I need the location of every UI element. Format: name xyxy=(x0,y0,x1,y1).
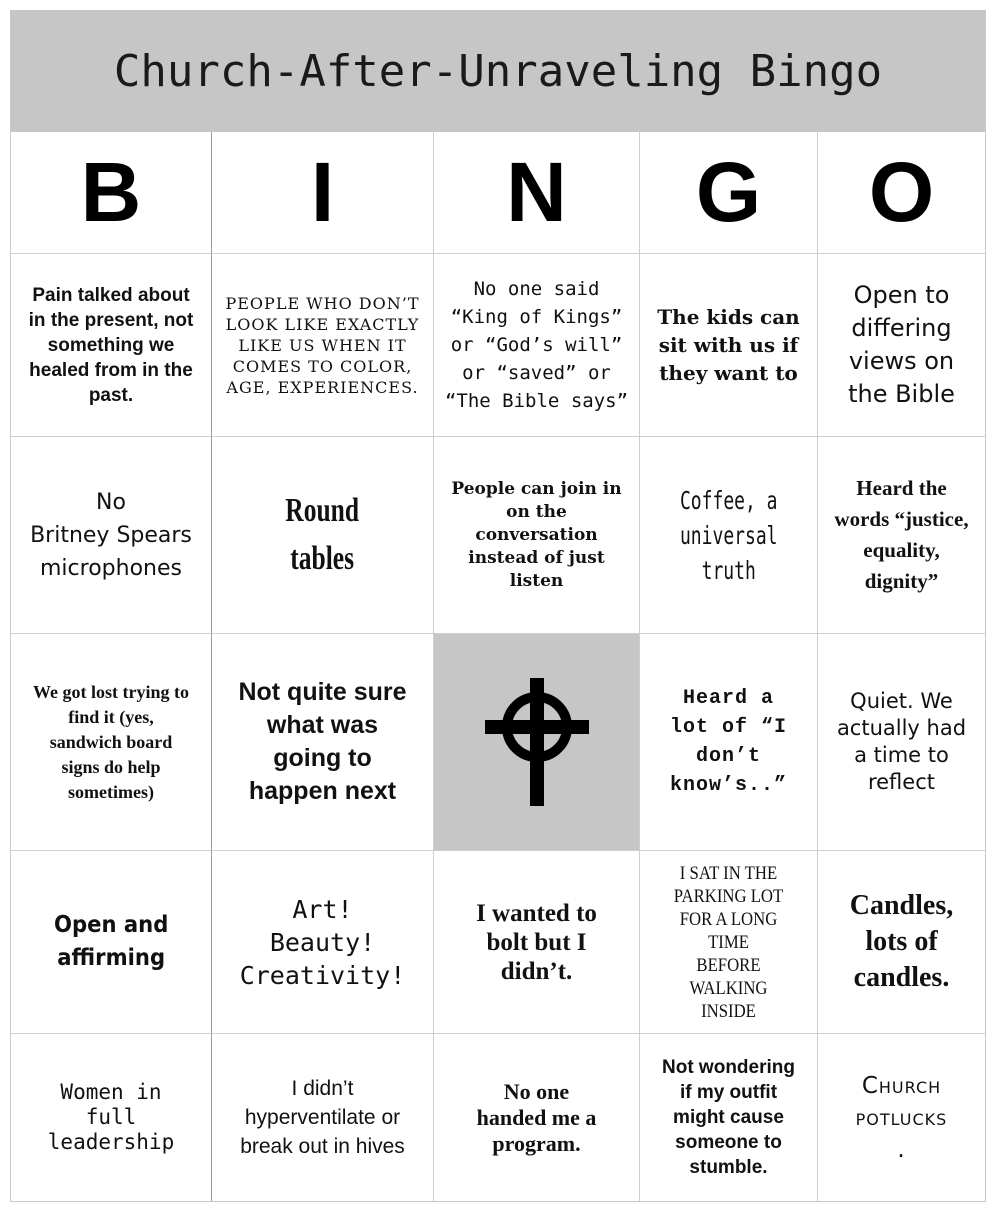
bingo-square[interactable] xyxy=(212,437,434,634)
bingo-square[interactable] xyxy=(11,437,212,634)
header-letter-b: B xyxy=(80,145,142,239)
square-text: Not quite sure what was going to happen next xyxy=(238,678,407,805)
header-i xyxy=(212,132,434,254)
bingo-square[interactable] xyxy=(11,254,212,437)
square-text: No Britney Spears microphones xyxy=(30,489,192,581)
bingo-square[interactable] xyxy=(11,634,212,851)
square-text: I wanted to bolt but I didn’t. xyxy=(476,899,597,985)
bingo-square[interactable] xyxy=(640,851,818,1034)
square-text: The kids can sit with us if they want to xyxy=(657,305,800,385)
header-b xyxy=(11,132,212,254)
bingo-square[interactable] xyxy=(640,1034,818,1201)
square-text: Women in full leadership xyxy=(47,1080,175,1154)
bingo-square[interactable] xyxy=(212,254,434,437)
square-text: We got lost trying to find it (yes, sandwich board signs do help sometimes) xyxy=(33,681,189,802)
bingo-square[interactable] xyxy=(818,1034,985,1201)
bingo-grid xyxy=(11,132,985,1201)
bingo-square[interactable] xyxy=(434,437,640,634)
bingo-square[interactable] xyxy=(11,1034,212,1201)
bingo-square[interactable] xyxy=(11,851,212,1034)
bingo-square[interactable] xyxy=(818,851,985,1034)
square-text: Heard a lot of “I don’t know’s..” xyxy=(669,687,788,797)
page-title: Church-After-Unraveling Bingo xyxy=(113,46,883,97)
bingo-square[interactable] xyxy=(434,851,640,1034)
square-text: Coffee, a universal truth xyxy=(679,485,778,585)
bingo-square[interactable] xyxy=(818,437,985,634)
bingo-square[interactable] xyxy=(212,634,434,851)
header-letter-g: G xyxy=(695,145,762,239)
celtic-cross-icon xyxy=(485,676,589,808)
header-n xyxy=(434,132,640,254)
square-text: No one said “King of Kings” or “God’s will” or “saved” or “The Bible says” xyxy=(444,278,629,412)
bingo-square[interactable] xyxy=(640,254,818,437)
header-g xyxy=(640,132,818,254)
bingo-card xyxy=(10,10,986,1202)
square-text: Art! Beauty! Creativity! xyxy=(239,894,406,990)
square-text: People can join in on the conversation instead of just listen xyxy=(451,478,622,591)
square-text: Candles, lots of candles. xyxy=(849,890,954,993)
bingo-square[interactable] xyxy=(818,634,985,851)
square-text: Pain talked about in the present, not something we healed from in the past. xyxy=(28,284,194,406)
square-text: I SAT IN THE PARKING LOT FOR A LONG TIME BEFORE WALKING INSIDE xyxy=(673,862,784,1022)
free-space[interactable] xyxy=(434,634,640,851)
header-letter-o: O xyxy=(868,145,935,239)
bingo-square[interactable] xyxy=(818,254,985,437)
bingo-square[interactable] xyxy=(212,1034,434,1201)
square-text: I didn’t hyperventilate or break out in hives xyxy=(240,1077,405,1158)
square-text: Quiet. We actually had a time to reflect xyxy=(836,689,967,794)
square-text: No one handed me a program. xyxy=(476,1078,597,1156)
square-text: Not wondering if my outfit might cause someone to stumble. xyxy=(662,1057,795,1178)
header-letter-n: N xyxy=(506,145,567,239)
title-bar xyxy=(11,11,985,132)
bingo-square[interactable] xyxy=(640,437,818,634)
bingo-square[interactable] xyxy=(434,254,640,437)
square-text: Round tables xyxy=(285,492,360,577)
bingo-square[interactable] xyxy=(640,634,818,851)
square-text: Church potlucks . xyxy=(855,1072,948,1163)
square-text: Open to differing views on the Bible xyxy=(848,281,955,408)
bingo-square[interactable] xyxy=(212,851,434,1034)
header-letter-i: I xyxy=(310,145,335,239)
square-text: Heard the words “justice, equality, dignity” xyxy=(834,476,969,593)
square-text: Open and affirming xyxy=(53,912,169,971)
header-o xyxy=(818,132,985,254)
bingo-square[interactable] xyxy=(434,1034,640,1201)
square-text: PEOPLE WHO DON’T LOOK LIKE EXACTLY LIKE US WHEN IT COMES TO COLOR, AGE, EXPERIENCES. xyxy=(225,293,420,397)
